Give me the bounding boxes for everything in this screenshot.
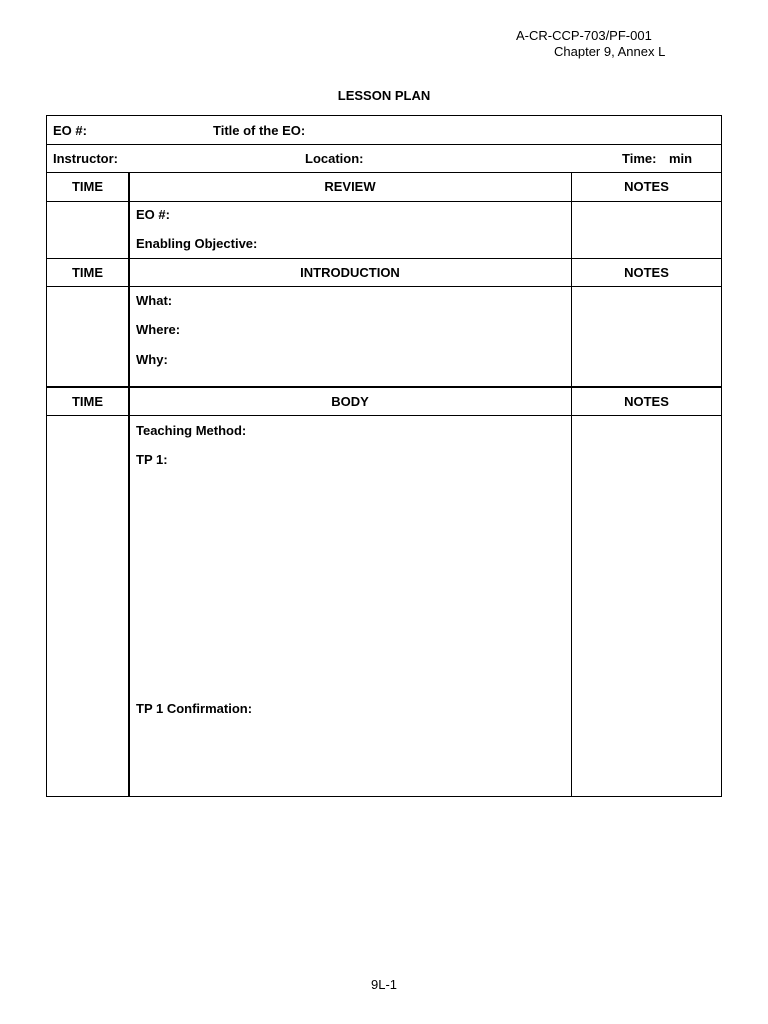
row-divider [47,172,721,173]
notes-column-header: NOTES [624,179,669,194]
location-label: Location: [305,151,364,166]
row-divider [47,144,721,145]
doc-ref-number: A-CR-CCP-703/PF-001 [516,28,652,43]
review-heading: REVIEW [324,179,376,194]
page-number: 9L-1 [370,977,398,992]
eo-title-label: Title of the EO: [213,123,306,138]
document-reference [516,28,665,60]
teaching-method-label: Teaching Method: [136,423,247,438]
row-divider [47,386,721,388]
row-divider [47,286,721,287]
review-eo-label: EO #: [136,207,170,222]
page-title: LESSON PLAN [337,88,431,103]
tp1-confirmation-label: TP 1 Confirmation: [136,701,253,716]
time-column-header: TIME [71,394,104,409]
row-divider [47,258,721,259]
introduction-heading: INTRODUCTION [300,265,400,280]
lesson-plan-table [46,115,722,797]
chapter-annex: Chapter 9, Annex L [554,44,666,59]
why-label: Why: [136,352,168,367]
time-column-header: TIME [71,265,104,280]
what-label: What: [136,293,173,308]
body-heading: BODY [331,394,369,409]
time-unit: min [669,151,693,166]
time-column-header: TIME [71,179,104,194]
notes-column-header: NOTES [624,394,669,409]
notes-column-header: NOTES [624,265,669,280]
row-divider [47,415,721,416]
enabling-objective-label: Enabling Objective: [136,236,258,251]
where-label: Where: [136,322,181,337]
time-label: Time: [622,151,657,166]
row-divider [47,201,721,202]
tp1-label: TP 1: [136,452,168,467]
instructor-label: Instructor: [53,151,118,166]
eo-number-label: EO #: [53,123,87,138]
